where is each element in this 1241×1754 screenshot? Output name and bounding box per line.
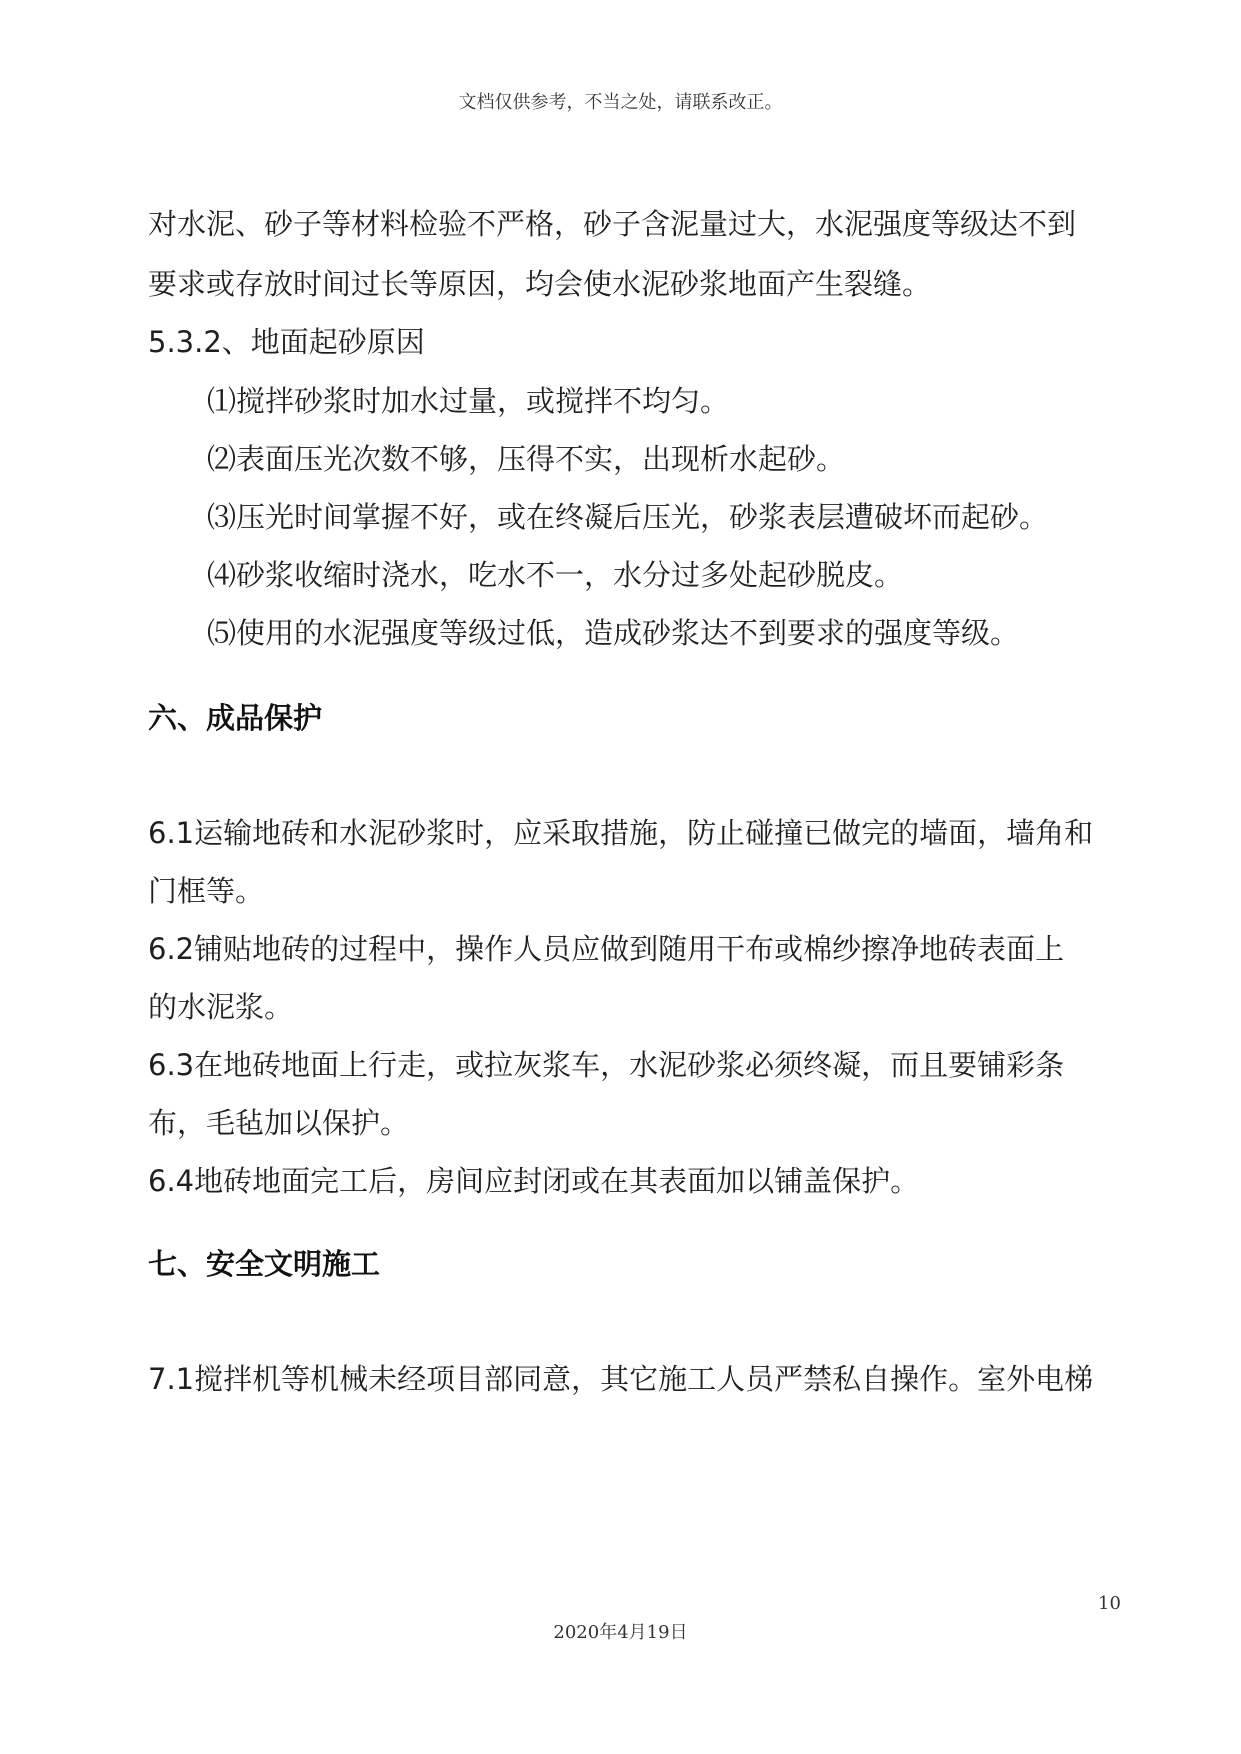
sanding-cause-2: ⑵表面压光次数不够，压得不实，出现析水起砂。 (207, 442, 846, 476)
section-heading-7: 七、安全文明施工 (148, 1247, 381, 1281)
page-header-note: 文档仅供参考，不当之处，请联系改正。 (458, 92, 783, 113)
footer-date: 2020年4月19日 (553, 1622, 688, 1643)
intro-line-1: 对水泥、砂子等材料检验不严格，砂子含泥量过大，水泥强度等级达不到 (148, 207, 1077, 241)
intro-line-2: 要求或存放时间过长等原因，均会使水泥砂浆地面产生裂缝。 (148, 267, 932, 301)
section6-line-6: 布，毛毡加以保护。 (148, 1106, 410, 1140)
sanding-cause-5: ⑸使用的水泥强度等级过低，造成砂浆达不到要求的强度等级。 (207, 616, 1020, 650)
section6-line-5: 6.3在地砖地面上行走，或拉灰浆车，水泥砂浆必须终凝，而且要铺彩条 (148, 1048, 1065, 1082)
section6-line-4: 的水泥浆。 (148, 990, 294, 1024)
page-number: 10 (1098, 1593, 1121, 1614)
section6-line-1: 6.1运输地砖和水泥砂浆时，应采取措施，防止碰撞已做完的墙面，墙角和 (148, 816, 1094, 850)
section7-line-1: 7.1搅拌机等机械未经项目部同意，其它施工人员严禁私自操作。室外电梯 (148, 1362, 1094, 1396)
section6-line-7: 6.4地砖地面完工后，房间应封闭或在其表面加以铺盖保护。 (148, 1164, 920, 1198)
section6-line-2: 门框等。 (148, 874, 265, 908)
sanding-cause-1: ⑴搅拌砂浆时加水过量，或搅拌不均匀。 (207, 384, 730, 418)
section-heading-6: 六、成品保护 (148, 701, 323, 735)
section6-line-3: 6.2铺贴地砖的过程中，操作人员应做到随用干布或棉纱擦净地砖表面上 (148, 932, 1065, 966)
sanding-cause-3: ⑶压光时间掌握不好，或在终凝后压光，砂浆表层遭破坏而起砂。 (207, 500, 1049, 534)
subsection-title-5-3-2: 5.3.2、地面起砂原因 (148, 325, 425, 359)
sanding-cause-4: ⑷砂浆收缩时浇水，吃水不一，水分过多处起砂脱皮。 (207, 558, 904, 592)
